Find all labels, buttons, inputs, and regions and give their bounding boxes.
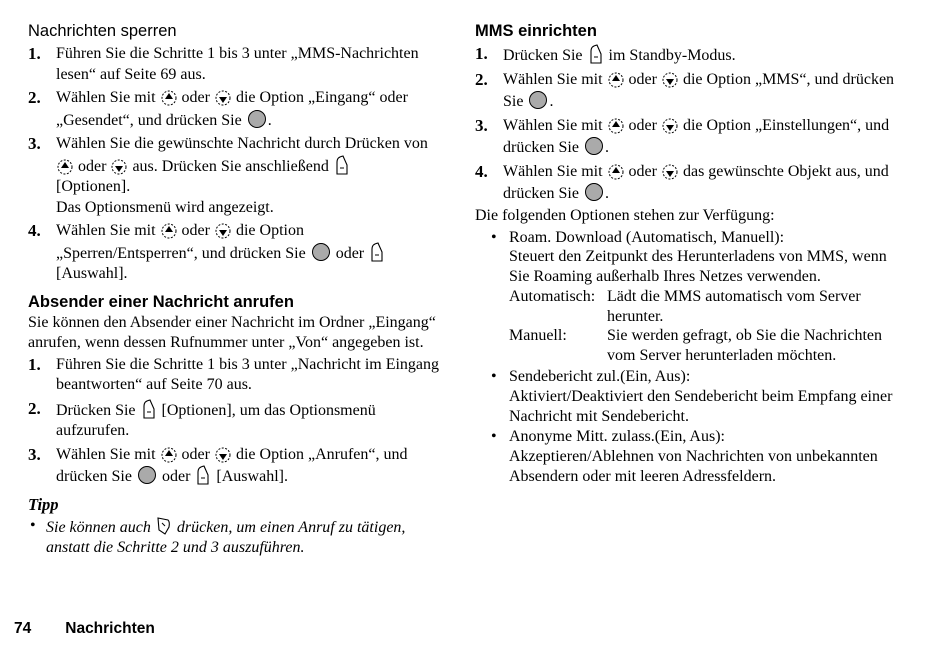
list-item [28, 44, 446, 85]
call-key-icon [156, 516, 172, 536]
tip-item [28, 516, 446, 558]
step-text: das gewünschte Objekt aus, und drücken Sie [503, 162, 889, 202]
option-description: Steuert den Zeitpunkt des Herunterladens von MMS, wenn Sie Roaming außerhalb Ihres Netzes verwenden. [509, 248, 887, 286]
step-text: Führen Sie die Schritte 1 bis 3 unter „MMS-Nachrichten lesen“ auf Seite 69 aus. [56, 45, 419, 83]
list-item [475, 427, 895, 486]
step-text: [Auswahl]. [216, 468, 288, 485]
center-key-icon [584, 136, 604, 156]
definition-row [509, 287, 895, 327]
tip-title: Tipp [28, 494, 59, 514]
step-text: oder [181, 222, 210, 239]
step-text: die Option „Eingang“ oder „Gesendet“, und drücken Sie [56, 89, 408, 129]
step-text: oder [335, 244, 365, 262]
page-footer [14, 620, 189, 638]
definition-text: Lädt die MMS automatisch vom Server herunter. [607, 287, 861, 325]
definition-term: Automatisch: [509, 287, 596, 305]
center-key-icon [528, 90, 548, 110]
step-text: oder [181, 89, 210, 106]
list-item [28, 88, 446, 131]
bullet: • [491, 428, 497, 446]
nav-up-icon [608, 72, 624, 88]
step-text: [Optionen], um das Optionsmenü aufzurufen. [56, 401, 376, 439]
option-title: Anonyme Mitt. zulass.(Ein, Aus): [509, 428, 725, 446]
step-text: Drücken Sie [56, 401, 136, 419]
step-text: . [604, 185, 609, 202]
intro-paragraph: Sie können den Absender einer Nachricht im Ordner „Eingang“ anrufen, wenn dessen Rufnummer unter „Von“ angegeben ist. [28, 313, 436, 351]
step-text: Wählen Sie mit [56, 222, 156, 239]
right-softkey-icon [588, 44, 604, 64]
list-item [28, 221, 446, 285]
step-number: 2. [28, 88, 41, 107]
list-item [475, 162, 895, 205]
step-text: oder [628, 162, 657, 180]
nav-up-icon [161, 90, 177, 106]
center-key-icon [584, 182, 604, 202]
section-title-mms-einrichten: MMS einrichten [475, 22, 597, 40]
step-text: oder [628, 70, 657, 88]
nav-down-icon [662, 118, 678, 134]
step-text: oder [78, 157, 107, 175]
tip-text: drücken, um einen Anruf zu tätigen, anstatt die Schritte 2 und 3 auszuführen. [46, 518, 406, 556]
section-title-absender-anrufen: Absender einer Nachricht anrufen [28, 292, 294, 311]
definition-term: Manuell: [509, 327, 567, 345]
list-item [28, 399, 446, 442]
step-text: Wählen Sie mit [503, 70, 603, 88]
options-intro: Die folgenden Optionen stehen zur Verfügung: [475, 206, 775, 224]
definition-row [509, 326, 895, 366]
option-description: Akzeptieren/Ablehnen von Nachrichten von unbekannten Absendern oder mit leeren Adressfeldern. [509, 448, 878, 486]
step-number: 1. [28, 44, 41, 63]
step-text: die Option „Einstellungen“, und drücken Sie [503, 116, 890, 156]
nav-down-icon [662, 164, 678, 180]
list-item [28, 355, 446, 396]
step-number: 2. [28, 398, 41, 418]
bullet: • [491, 368, 497, 386]
right-softkey-icon [369, 242, 385, 262]
step-text: Wählen Sie die gewünschte Nachricht durch Drücken von [56, 135, 428, 152]
nav-down-icon [215, 90, 231, 106]
step-text: Wählen Sie mit [503, 116, 603, 134]
page-number: 74 [14, 620, 32, 637]
step-text: die Option „Anrufen“, und drücken Sie [56, 445, 408, 485]
nav-down-icon [111, 159, 127, 175]
nav-down-icon [215, 447, 231, 463]
step-number: 3. [475, 115, 488, 135]
chapter-name: Nachrichten [65, 620, 155, 637]
list-item [28, 134, 446, 218]
right-softkey-icon [334, 155, 350, 175]
step-text: Wählen Sie mit [56, 445, 156, 463]
step-number: 2. [475, 69, 488, 89]
step-number: 3. [28, 134, 41, 153]
step-text: Wählen Sie mit [56, 89, 156, 106]
list-item [475, 367, 895, 426]
step-text: [Auswahl]. [56, 265, 128, 282]
bullet: • [30, 516, 36, 534]
step-text: . [604, 139, 609, 156]
step-text: . [549, 93, 554, 110]
tip-text: Sie können auch [46, 518, 151, 536]
step-number: 3. [28, 444, 41, 464]
step-number: 4. [475, 161, 488, 181]
step-number: 4. [28, 221, 41, 240]
option-title: Roam. Download (Automatisch, Manuell): [509, 228, 785, 246]
list-item [28, 445, 446, 488]
step-text: Das Optionsmenü wird angezeigt. [56, 198, 274, 216]
step-text: oder [161, 468, 191, 485]
step-text: . [267, 111, 272, 129]
list-item [475, 116, 895, 159]
list-item [475, 44, 895, 67]
nav-up-icon [608, 164, 624, 180]
step-number: 1. [28, 354, 41, 374]
step-number: 1. [475, 44, 488, 63]
option-title: Sendebericht zul.(Ein, Aus): [509, 368, 691, 386]
nav-up-icon [161, 447, 177, 463]
bullet: • [491, 228, 497, 246]
nav-down-icon [662, 72, 678, 88]
step-text: aus. Drücken Sie anschließend [132, 157, 329, 175]
nav-down-icon [215, 223, 231, 239]
step-text: die Option „Sperren/Entsperren“, und drücken Sie [56, 222, 306, 262]
right-column [475, 20, 895, 487]
center-key-icon [247, 109, 267, 129]
definition-text: Sie werden gefragt, ob Sie die Nachrichten vom Server herunterladen möchten. [607, 327, 883, 365]
center-key-icon [311, 242, 331, 262]
right-softkey-icon [141, 399, 157, 419]
step-text: Drücken Sie [503, 47, 583, 64]
step-text: Führen Sie die Schritte 1 bis 3 unter „Nachricht im Eingang beantworten“ auf Seite 70 aus. [56, 355, 440, 393]
nav-up-icon [161, 223, 177, 239]
step-text: oder [628, 116, 657, 134]
step-text: im Standby-Modus. [608, 47, 736, 64]
right-softkey-icon [195, 465, 211, 485]
nav-up-icon [57, 159, 73, 175]
left-column [28, 20, 446, 558]
list-item [475, 228, 895, 367]
step-text: Wählen Sie mit [503, 162, 603, 180]
list-item [475, 70, 895, 113]
center-key-icon [137, 465, 157, 485]
nav-up-icon [608, 118, 624, 134]
option-description: Aktiviert/Deaktiviert den Sendebericht beim Empfang einer Nachricht mit Sendebericht. [509, 387, 893, 425]
step-text: [Optionen]. [56, 178, 131, 195]
step-text: oder [181, 445, 210, 463]
section-title-nachrichten-sperren: Nachrichten sperren [28, 22, 177, 40]
step-text: die Option „MMS“, und drücken Sie [503, 70, 895, 110]
